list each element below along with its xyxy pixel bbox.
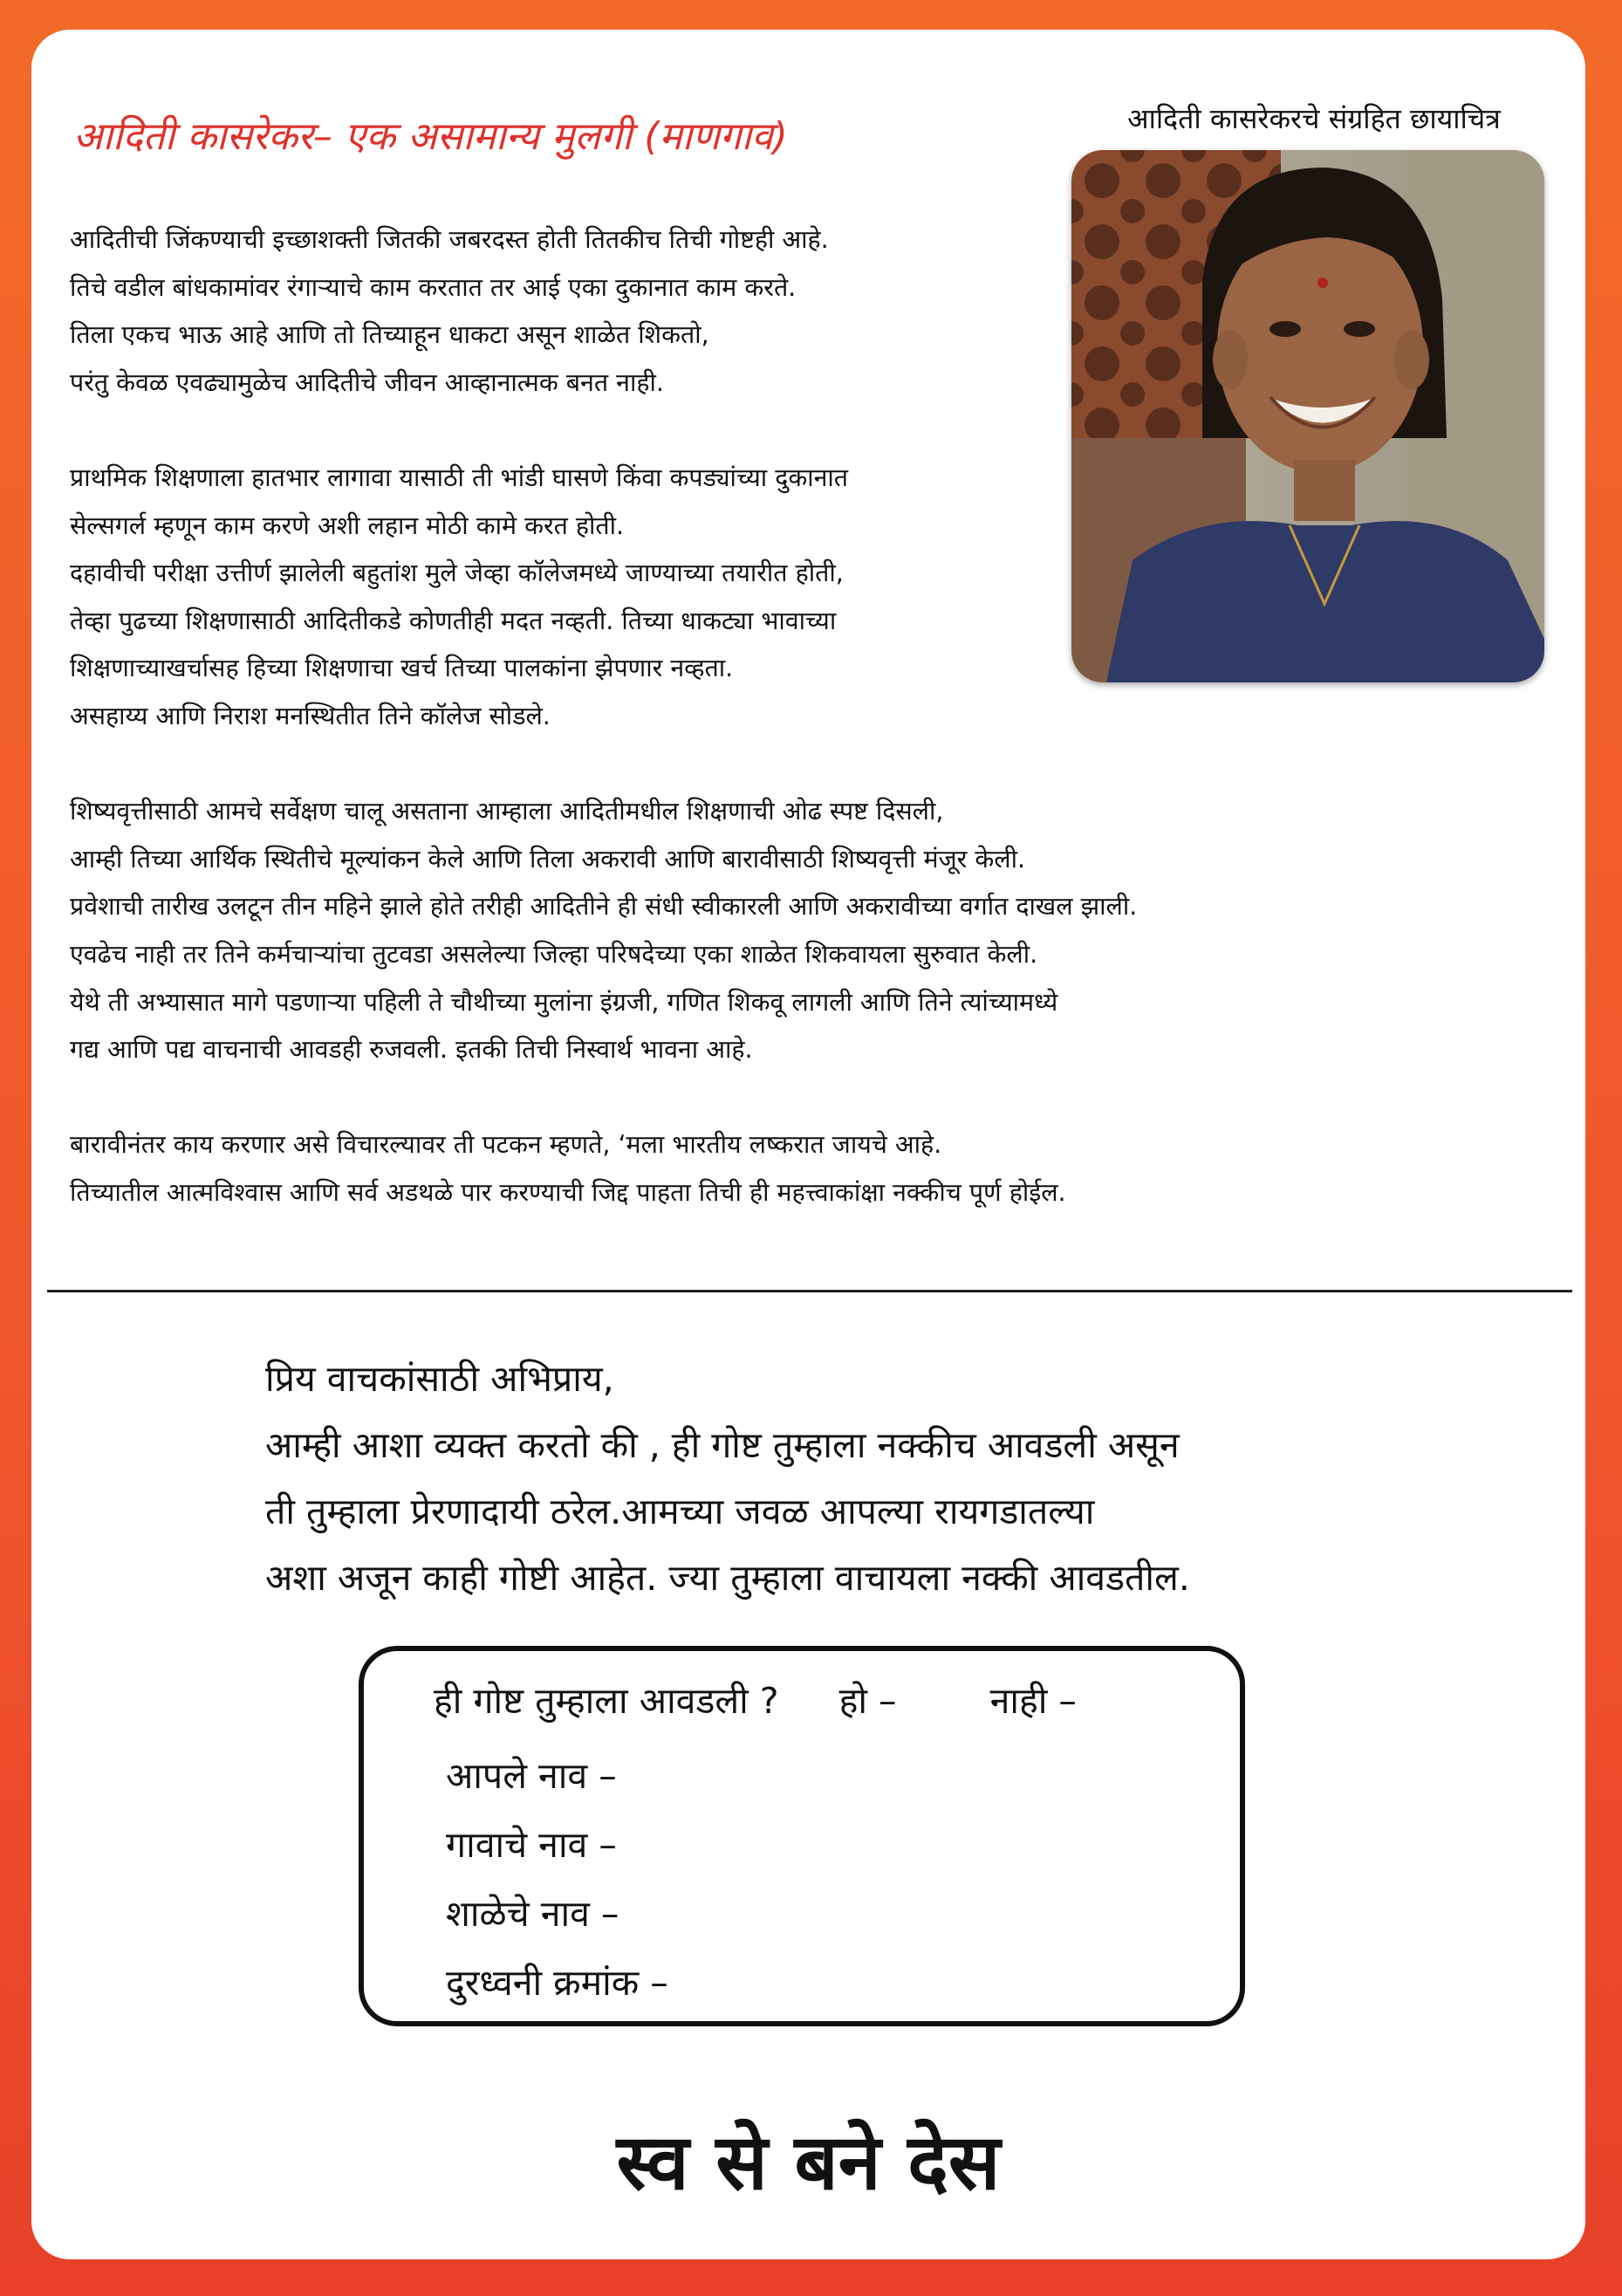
story-line: शिक्षणाच्याखर्चासह हिच्या शिक्षणाचा खर्च तिच्या पालकांना झेपणार नव्हता. xyxy=(70,654,734,683)
liked-question: ही गोष्ट तुम्हाला आवडली ? xyxy=(434,1680,779,1722)
school-name-field[interactable]: शाळेचे नाव – xyxy=(446,1893,619,1935)
story-line: येथे ती अभ्यासात मागे पडणाऱ्या पहिली ते चौथीच्या मुलांना इंग्रजी, गणित शिकवू लागली आणि तिने त्यांच्यामध्ये xyxy=(70,987,1058,1017)
story-paragraph xyxy=(70,455,1571,741)
story-line: आम्ही तिच्या आर्थिक स्थितीचे मूल्यांकन केले आणि तिला अकरावी आणि बारावीसाठी शिष्यवृत्ती मंजूर केली. xyxy=(70,844,1026,874)
story-line: एवढेच नाही तर तिने कर्मचाऱ्यांचा तुटवडा असलेल्या जिल्हा परिषदेच्या एका शाळेत शिकवायला सुरुवात केली. xyxy=(70,939,1038,969)
footer-slogan: स्व से बने देस xyxy=(616,2117,1001,2207)
story-paragraph xyxy=(70,216,1571,407)
name-field[interactable]: आपले नाव – xyxy=(446,1755,617,1797)
feedback-heading: प्रिय वाचकांसाठी अभिप्राय, xyxy=(265,1358,614,1400)
page-card xyxy=(31,30,1585,2259)
story-line: दहावीची परीक्षा उत्तीर्ण झालेली बहुतांश मुले जेव्हा कॉलेजमध्ये जाण्याच्या तयारीत होती, xyxy=(70,559,844,588)
story-line: परंतु केवळ एवढ्यामुळेच आदितीचे जीवन आव्हानात्मक बनत नाही. xyxy=(70,367,664,397)
feedback-form xyxy=(359,1646,1245,2026)
story-line: आदितीची जिंकण्याची इच्छाशक्ती जितकी जबरदस्त होती तितकीच तिची गोष्टही आहे. xyxy=(70,225,829,254)
story-line: शिष्यवृत्तीसाठी आमचे सर्वेक्षण चालू असताना आम्हाला आदितीमधील शिक्षणाची ओढ स्पष्ट दिसली, xyxy=(70,797,944,826)
feedback-line: ती तुम्हाला प्रेरणादायी ठरेल.आमच्या जवळ आपल्या रायगडातल्या xyxy=(265,1491,1095,1532)
story-line: तिच्यातील आत्मविश्वास आणि सर्व अडथळे पार करण्याची जिद्द पाहता तिची ही महत्त्वाकांक्षा नक्कीच पूर्ण होईल. xyxy=(70,1177,1066,1207)
story-body xyxy=(70,216,1571,1265)
story-line: प्रवेशाची तारीख उलटून तीन महिने झाले होते तरीही आदितीने ही संधी स्वीकारली आणि अकरावीच्या वर्गात दाखल झाली. xyxy=(70,892,1138,922)
section-divider xyxy=(47,1290,1572,1292)
no-option[interactable]: नाही – xyxy=(989,1680,1077,1722)
story-paragraph xyxy=(70,788,1571,1074)
yes-option[interactable]: हो – xyxy=(838,1680,897,1722)
story-line: सेल्सगर्ल म्हणून काम करणे अशी लहान मोठी कामे करत होती. xyxy=(70,511,625,540)
story-line: तेव्हा पुढच्या शिक्षणासाठी आदितीकडे कोणतीही मदत नव्हती. तिच्या धाकट्या भावाच्या xyxy=(70,606,837,635)
reader-feedback-note xyxy=(265,1346,1487,1611)
photo-caption: आदिती कासरेकरचे संग्रहित छायाचित्र xyxy=(1127,102,1501,135)
liked-question-row xyxy=(434,1676,1077,1724)
story-line: प्राथमिक शिक्षणाला हातभार लागावा यासाठी ती भांडी घासणे किंवा कपड्यांच्या दुकानात xyxy=(70,463,849,492)
story-line: असहाय्य आणि निराश मनस्थितीत तिने कॉलेज सोडले. xyxy=(70,701,551,730)
feedback-line: अशा अजून काही गोष्टी आहेत. ज्या तुम्हाला वाचायला नक्की आवडतील. xyxy=(265,1557,1190,1599)
feedback-line: आम्ही आशा व्यक्त करतो की , ही गोष्ट तुम्हाला नक्कीच आवडली असून xyxy=(265,1424,1180,1466)
story-title: आदिती कासरेकर– एक असामान्य मुलगी (माणगाव) xyxy=(73,114,788,159)
village-name-field[interactable]: गावाचे नाव – xyxy=(446,1824,617,1866)
story-line: बारावीनंतर काय करणार असे विचारल्यावर ती पटकन म्हणते, ‘मला भारतीय लष्करात जायचे आहे. xyxy=(70,1130,942,1160)
story-line: तिला एकच भाऊ आहे आणि तो तिच्याहून धाकटा असून शाळेत शिकतो, xyxy=(70,320,709,350)
story-line: तिचे वडील बांधकामांवर रंगाऱ्याचे काम करतात तर आई एका दुकानात काम करते. xyxy=(70,272,797,302)
story-line: गद्य आणि पद्य वाचनाची आवडही रुजवली. इतकी तिची निस्वार्थ भावना आहे. xyxy=(70,1035,753,1065)
phone-number-field[interactable]: दुरध्वनी क्रमांक – xyxy=(446,1962,668,2004)
story-paragraph xyxy=(70,1121,1571,1217)
